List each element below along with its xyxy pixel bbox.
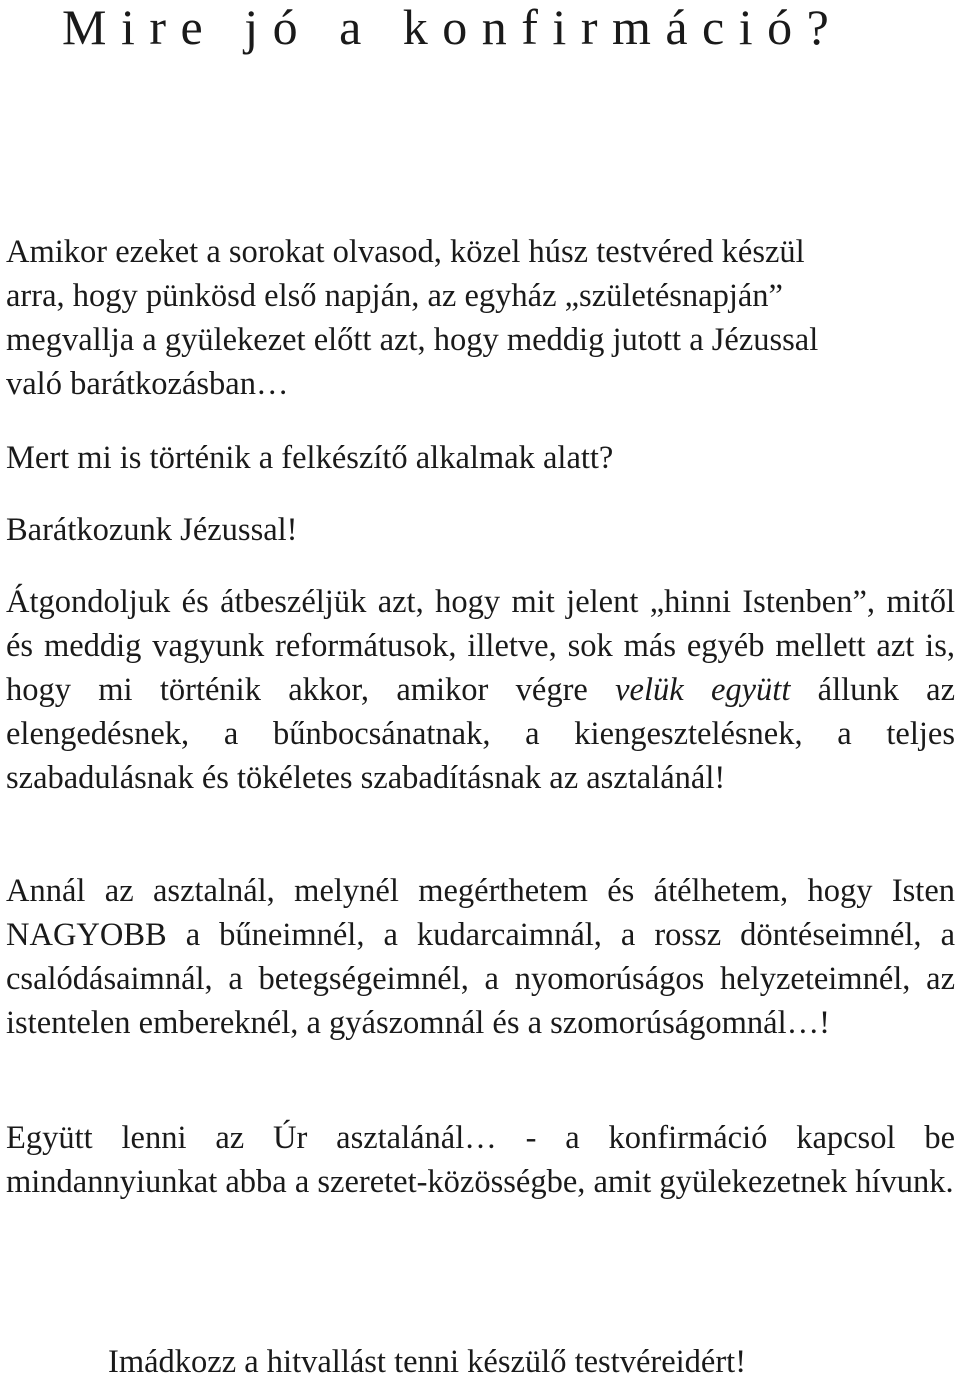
reflection-italic-text: velük együtt bbox=[615, 672, 791, 708]
page-title: Mire jó a konfirmáció? bbox=[62, 0, 844, 55]
intro-line: való barátkozásban… bbox=[6, 366, 289, 402]
table-paragraph: Annál az asztalnál, melynél megérthetem és átélhetem, hogy Isten NAGYOBB a bűneimnél, a kudarcaimnál, a rossz döntéseimnél, a csalódásaimnál, a betegségeimnél, a nyomorúságos helyzeteimnél, az istentelen embereknél, a gyászomnál és a szomorúságomnál…! bbox=[6, 873, 955, 1041]
reflection-text-end: állunk az elengedésnek, a bűnbocsánatnak, a kiengesztelésnek, a teljes szabadulásnak és tökéletes szabadításnak az asztalánál! bbox=[6, 672, 956, 796]
intro-line: megvallja a gyülekezet előtt azt, hogy meddig jutott a Jézussal bbox=[6, 322, 819, 358]
intro-line: Amikor ezeket a sorokat olvasod, közel húsz testvéred készül bbox=[6, 234, 805, 270]
closing-line: Imádkozz a hitvallást tenni készülő testvéreidért! bbox=[108, 1344, 747, 1380]
together-paragraph: Együtt lenni az Úr asztalánál… - a konfirmáció kapcsol be mindannyiunkat abba a szeretet-közösségbe, amit gyülekezetnek hívunk. bbox=[6, 1120, 955, 1200]
intro-line: arra, hogy pünkösd első napján, az egyház „születésnapján” bbox=[6, 278, 783, 314]
intro-paragraph bbox=[6, 230, 955, 406]
answer-line: Barátkozunk Jézussal! bbox=[6, 512, 298, 548]
question-line: Mert mi is történik a felkészítő alkalmak alatt? bbox=[6, 440, 614, 476]
reflection-text-start: Átgondoljuk és átbeszéljük azt, hogy mit jelent „hinni Istenben”, mitől és meddig vagyunk reformátusok, illetve, sok más egyéb mellett azt is, hogy mi történik akkor, amikor végre bbox=[6, 584, 955, 708]
reflection-paragraph bbox=[6, 580, 955, 800]
